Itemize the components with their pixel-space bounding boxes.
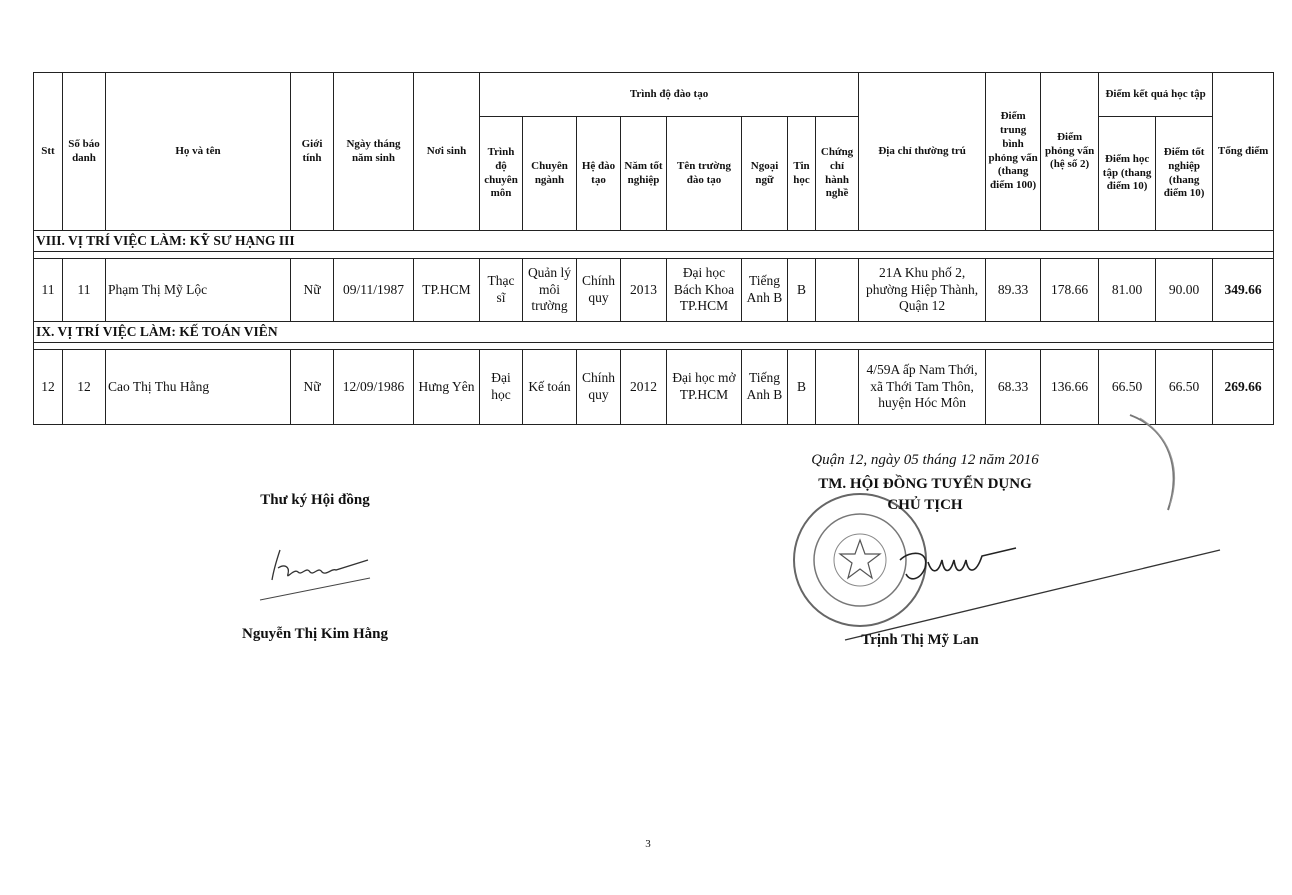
secretary-title: Thư ký Hội đồng bbox=[260, 492, 370, 508]
section-title: IX. VỊ TRÍ VIỆC LÀM: KẾ TOÁN VIÊN bbox=[34, 322, 1274, 343]
cell-cert bbox=[816, 259, 859, 322]
header-tin-hoc: Tin học bbox=[788, 117, 816, 231]
cell-dob: 12/09/1986 bbox=[334, 350, 414, 425]
spacer-row bbox=[34, 343, 1274, 350]
cell-gender: Nữ bbox=[291, 350, 334, 425]
cell-grad-year: 2013 bbox=[621, 259, 667, 322]
header-ngay-sinh: Ngày tháng năm sinh bbox=[334, 73, 414, 231]
secretary-name: Nguyễn Thị Kim Hằng bbox=[241, 626, 388, 642]
cell-school: Đại học mở TP.HCM bbox=[667, 350, 742, 425]
cell-birthplace: TP.HCM bbox=[414, 259, 480, 322]
header-diem-hoc-tap: Điểm học tập (thang điểm 10) bbox=[1099, 117, 1156, 231]
cell-total: 269.66 bbox=[1213, 350, 1274, 425]
cell-interview-x2: 178.66 bbox=[1041, 259, 1099, 322]
cell-total: 349.66 bbox=[1213, 259, 1274, 322]
section-title: VIII. VỊ TRÍ VIỆC LÀM: KỸ SƯ HẠNG III bbox=[34, 231, 1274, 252]
cell-study-score: 66.50 bbox=[1099, 350, 1156, 425]
council-title: TM. HỘI ĐỒNG TUYỂN DỤNG bbox=[818, 476, 1032, 492]
cell-address: 21A Khu phố 2, phường Hiệp Thành, Quận 12 bbox=[859, 259, 986, 322]
header-diem-tb-pv: Điểm trung bình phỏng vấn (thang điểm 100) bbox=[986, 73, 1041, 231]
header-chuyen-nganh: Chuyên ngành bbox=[523, 117, 577, 231]
table-row bbox=[34, 350, 1274, 425]
header-diem-pv-he2: Điểm phỏng vấn (hệ số 2) bbox=[1041, 73, 1099, 231]
header-gioi-tinh: Giới tính bbox=[291, 73, 334, 231]
cell-gender: Nữ bbox=[291, 259, 334, 322]
header-he-dao-tao: Hệ đào tạo bbox=[577, 117, 621, 231]
secretary-signature bbox=[250, 538, 390, 608]
table-row bbox=[34, 259, 1274, 322]
cell-major: Kế toán bbox=[523, 350, 577, 425]
header-noi-sinh: Nơi sinh bbox=[414, 73, 480, 231]
cell-system: Chính quy bbox=[577, 259, 621, 322]
cell-avg-interview: 89.33 bbox=[986, 259, 1041, 322]
header-diem-tot-nghiep: Điểm tốt nghiệp (thang điểm 10) bbox=[1156, 117, 1213, 231]
header-trinh-do-group: Trình độ đào tạo bbox=[480, 73, 859, 117]
cell-it: B bbox=[788, 350, 816, 425]
cell-stt: 11 bbox=[34, 259, 63, 322]
cell-major: Quản lý môi trường bbox=[523, 259, 577, 322]
cell-it: B bbox=[788, 259, 816, 322]
chair-signature bbox=[840, 520, 1230, 650]
cell-dob: 09/11/1987 bbox=[334, 259, 414, 322]
cell-sbd: 12 bbox=[63, 350, 106, 425]
cell-cert bbox=[816, 350, 859, 425]
cell-language: Tiếng Anh B bbox=[742, 350, 788, 425]
cell-school: Đại học Bách Khoa TP.HCM bbox=[667, 259, 742, 322]
header-nam-tot-nghiep: Năm tốt nghiệp bbox=[621, 117, 667, 231]
header-dia-chi: Địa chỉ thường trú bbox=[859, 73, 986, 231]
cell-study-score: 81.00 bbox=[1099, 259, 1156, 322]
header-tong-diem: Tổng điểm bbox=[1213, 73, 1274, 231]
cell-grad-score: 90.00 bbox=[1156, 259, 1213, 322]
spacer-row bbox=[34, 252, 1274, 259]
header-ho-ten: Họ và tên bbox=[106, 73, 291, 231]
header-stt: Stt bbox=[34, 73, 63, 231]
chair-name: Trịnh Thị Mỹ Lan bbox=[861, 632, 979, 648]
page-number: 3 bbox=[645, 838, 651, 850]
results-table-container bbox=[33, 72, 1273, 425]
cell-stt: 12 bbox=[34, 350, 63, 425]
cell-system: Chính quy bbox=[577, 350, 621, 425]
cell-name: Cao Thị Thu Hằng bbox=[106, 350, 291, 425]
date-line: Quận 12, ngày 05 tháng 12 năm 2016 bbox=[811, 452, 1039, 468]
cell-name: Phạm Thị Mỹ Lộc bbox=[106, 259, 291, 322]
section-row bbox=[34, 231, 1274, 252]
cell-birthplace: Hưng Yên bbox=[414, 350, 480, 425]
header-ket-qua-group: Điểm kết quả học tập bbox=[1099, 73, 1213, 117]
header-ten-truong: Tên trường đào tạo bbox=[667, 117, 742, 231]
cell-sbd: 11 bbox=[63, 259, 106, 322]
cell-interview-x2: 136.66 bbox=[1041, 350, 1099, 425]
cell-avg-interview: 68.33 bbox=[986, 350, 1041, 425]
stamp-edge bbox=[1120, 410, 1190, 520]
header-so-bao-danh: Số báo danh bbox=[63, 73, 106, 231]
chair-role: CHỦ TỊCH bbox=[887, 497, 963, 513]
cell-grad-year: 2012 bbox=[621, 350, 667, 425]
cell-grad-score: 66.50 bbox=[1156, 350, 1213, 425]
cell-level: Thạc sĩ bbox=[480, 259, 523, 322]
cell-language: Tiếng Anh B bbox=[742, 259, 788, 322]
header-chung-chi: Chứng chỉ hành nghề bbox=[816, 117, 859, 231]
section-row bbox=[34, 322, 1274, 343]
header-trinh-do-chuyen-mon: Trình độ chuyên môn bbox=[480, 117, 523, 231]
header-ngoai-ngu: Ngoại ngữ bbox=[742, 117, 788, 231]
cell-level: Đại học bbox=[480, 350, 523, 425]
cell-address: 4/59A ấp Nam Thới, xã Thới Tam Thôn, huyện Hóc Môn bbox=[859, 350, 986, 425]
results-table bbox=[33, 72, 1274, 425]
